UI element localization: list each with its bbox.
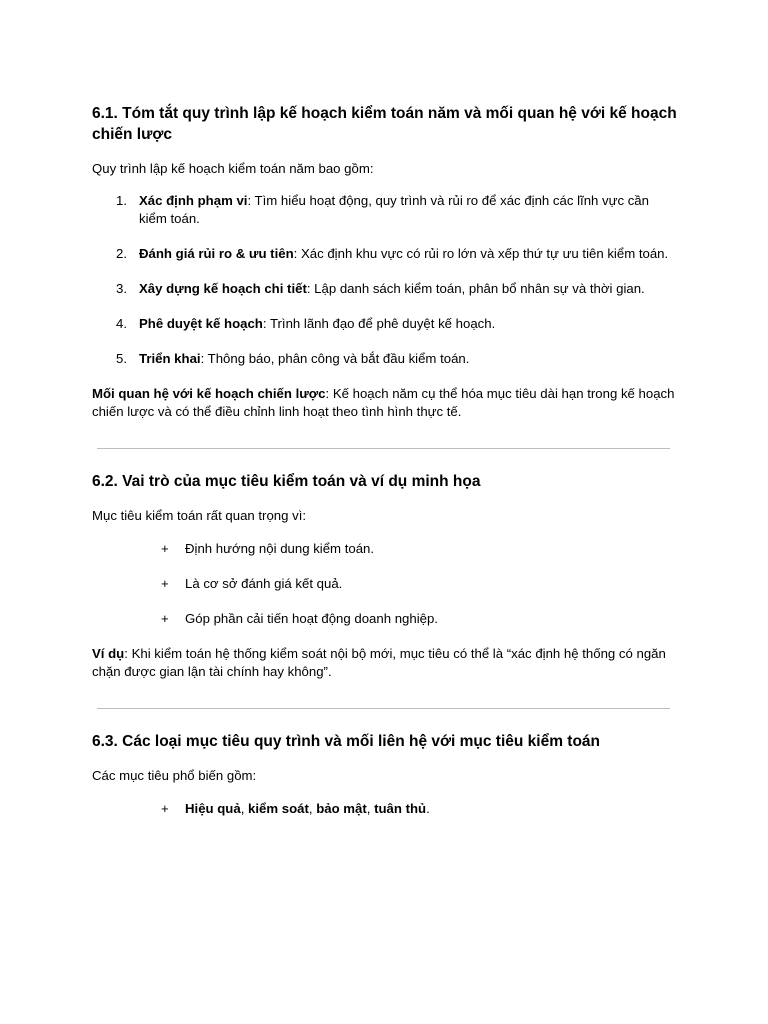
step-text: : Tìm hiểu hoạt động, quy trình và rủi ro để xác định các lĩnh vực cần kiểm toán. xyxy=(139,193,649,226)
objective-term: bảo mật xyxy=(316,801,367,816)
separator: , xyxy=(240,801,249,816)
plus-bullet: + xyxy=(161,801,169,816)
bullet-text: Định hướng nội dung kiểm toán. xyxy=(185,541,375,556)
list-item xyxy=(92,280,678,298)
section-intro: Quy trình lập kế hoạch kiểm toán năm bao gồm: xyxy=(92,161,374,176)
list-item xyxy=(92,575,678,593)
objective-term: Hiệu quả xyxy=(185,801,241,816)
process-steps-list xyxy=(92,192,678,368)
list-number: 1. xyxy=(116,193,127,208)
relation-paragraph xyxy=(92,385,678,421)
list-number: 2. xyxy=(116,246,127,261)
list-item xyxy=(92,245,678,263)
step-text: : Lập danh sách kiểm toán, phân bổ nhân sự và thời gian. xyxy=(306,281,645,296)
section-6-2 xyxy=(92,471,678,681)
terminal-period: . xyxy=(426,801,430,816)
list-item xyxy=(92,315,678,333)
example-text: : Khi kiểm toán hệ thống kiểm soát nội bộ mới, mục tiêu có thể là “xác định hệ thống có ngăn chặn được gian lận tài chính hay không”. xyxy=(92,646,666,679)
bullet-text: Góp phần cải tiến hoạt động doanh nghiệp. xyxy=(185,611,438,626)
separator: , xyxy=(308,801,317,816)
objective-term: kiểm soát xyxy=(248,801,309,816)
document-page xyxy=(92,103,678,835)
section-6-1 xyxy=(92,103,678,421)
section-title: 6.3. Các loại mục tiêu quy trình và mối liên hệ với mục tiêu kiểm toán xyxy=(92,733,601,750)
list-item xyxy=(92,800,678,818)
section-divider xyxy=(97,448,670,449)
separator: , xyxy=(366,801,375,816)
step-term: Xác định phạm vi xyxy=(139,193,248,208)
list-item xyxy=(92,350,678,368)
relation-term: Mối quan hệ với kế hoạch chiến lược xyxy=(92,386,326,401)
plus-bullet: + xyxy=(161,611,169,626)
section-divider xyxy=(97,708,670,709)
step-term: Xây dựng kế hoạch chi tiết xyxy=(139,281,307,296)
step-text: : Xác định khu vực có rủi ro lớn và xếp thứ tự ưu tiên kiểm toán. xyxy=(293,246,669,261)
section-title: 6.1. Tóm tắt quy trình lập kế hoạch kiểm toán năm và mối quan hệ với kế hoạch chiến lược xyxy=(92,105,677,143)
example-paragraph xyxy=(92,645,678,681)
step-term: Đánh giá rủi ro & ưu tiên xyxy=(139,246,294,261)
example-term: Ví dụ xyxy=(92,646,125,661)
section-6-3 xyxy=(92,731,678,818)
list-number: 5. xyxy=(116,351,127,366)
list-item xyxy=(92,540,678,558)
section-intro: Các mục tiêu phổ biến gồm: xyxy=(92,768,257,783)
section-title: 6.2. Vai trò của mục tiêu kiểm toán và ví dụ minh họa xyxy=(92,473,481,490)
bullet-text: Là cơ sở đánh giá kết quả. xyxy=(185,576,343,591)
step-term: Phê duyệt kế hoạch xyxy=(139,316,263,331)
step-text: : Trình lãnh đạo để phê duyệt kế hoạch. xyxy=(262,316,496,331)
list-number: 4. xyxy=(116,316,127,331)
plus-bullet: + xyxy=(161,541,169,556)
step-term: Triển khai xyxy=(139,351,201,366)
list-item xyxy=(92,610,678,628)
section-intro: Mục tiêu kiểm toán rất quan trọng vì: xyxy=(92,508,307,523)
step-text: : Thông báo, phân công và bắt đầu kiểm toán. xyxy=(200,351,470,366)
audit-objective-list xyxy=(92,540,678,628)
relation-text: : Kế hoạch năm cụ thể hóa mục tiêu dài hạn trong kế hoạch chiến lược và có thể điều chỉnh linh hoạt theo tình hình thực tế. xyxy=(92,386,675,419)
list-item xyxy=(92,192,678,228)
objective-term: tuân thủ xyxy=(374,801,427,816)
plus-bullet: + xyxy=(161,576,169,591)
list-number: 3. xyxy=(116,281,127,296)
process-objective-list xyxy=(92,800,678,818)
